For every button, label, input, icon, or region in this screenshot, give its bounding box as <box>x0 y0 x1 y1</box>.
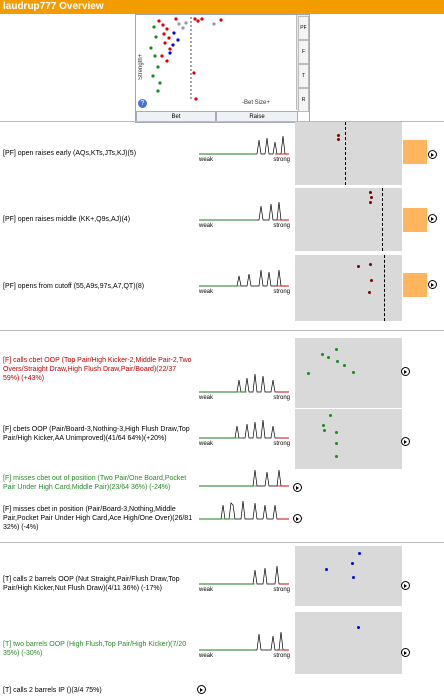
strength-sparkline <box>197 560 292 592</box>
divider <box>0 330 444 331</box>
overview-side-tabs <box>296 15 309 110</box>
plot-dot <box>322 424 325 427</box>
highlight-box <box>403 273 427 297</box>
strong-label: strong <box>273 653 290 659</box>
overview-y-label: Strength+ <box>138 53 144 81</box>
plot-dot <box>358 552 361 555</box>
side-tab-t[interactable]: T <box>298 64 309 88</box>
row-label: [F] misses cbet out of position (Two Pair/One Board,Pocket Pair Under High Card,Middle Pair)(23/64 36%) (-24%) <box>3 475 187 491</box>
row-label: [F] misses cbet in position (Pair/Board-3,Nothing,Middle Pair,Pocket Pair Under High Card,Ace High/One Over)(26/81 32%) (-4%) <box>3 506 193 531</box>
plot-dot <box>370 279 373 282</box>
play-icon[interactable] <box>401 581 410 590</box>
plot-dot <box>323 429 326 432</box>
row-label: [T] calls 2 barrels IP ()(3/4 75%) <box>3 687 102 694</box>
strength-sparkline <box>197 196 292 228</box>
weak-label: weak <box>199 157 214 163</box>
strength-sparkline <box>197 414 292 446</box>
divider <box>0 542 444 543</box>
raise-button[interactable]: Raise <box>216 111 298 123</box>
row-label: [F] calls cbet OOP (Top Pair/High Kicker-2,Middle Pair-2,Two Overs/Straight Draw,High Flush Draw,Pair/Board)(22/37 59%) (+43%) <box>3 357 192 382</box>
plot-dot <box>336 360 339 363</box>
window-title: laudrup777 Overview <box>3 1 104 12</box>
play-icon[interactable] <box>293 514 302 523</box>
row-label: [F] cbets OOP (Pair/Board-3,Nothing-3,High Flush Draw,Top Pair/High Kicker,AA Unimproved)(41/64 64%)(+20%) <box>3 426 190 442</box>
overview-panel <box>135 14 310 123</box>
play-icon[interactable] <box>428 150 437 159</box>
plot-dot <box>335 455 338 458</box>
weak-label: weak <box>199 587 214 593</box>
plot-dot <box>307 372 310 375</box>
highlight-box <box>403 208 427 232</box>
bet-size-plot <box>295 188 402 251</box>
plot-dot <box>337 134 340 137</box>
strength-sparkline <box>197 626 292 658</box>
strong-label: strong <box>273 157 290 163</box>
plot-dot <box>335 348 338 351</box>
strong-label: strong <box>273 441 290 447</box>
strong-label: strong <box>273 223 290 229</box>
plot-dot <box>351 562 354 565</box>
help-icon[interactable]: ? <box>138 99 147 108</box>
plot-dot <box>337 138 340 141</box>
strong-label: strong <box>273 587 290 593</box>
play-icon[interactable] <box>428 214 437 223</box>
plot-dot <box>369 263 372 266</box>
play-icon[interactable] <box>428 280 437 289</box>
side-tab-f[interactable]: F <box>298 40 309 64</box>
row-label: [T] two barrels OOP (High Flush,Top Pair/High Kicker)(7/20 35%) (-30%) <box>3 641 187 657</box>
weak-label: weak <box>199 653 214 659</box>
plot-dot <box>369 191 372 194</box>
side-tab-pf[interactable]: PF <box>298 16 309 40</box>
bet-size-plot <box>295 546 402 606</box>
bet-size-plot <box>295 409 402 469</box>
plot-dot <box>368 291 371 294</box>
bet-size-plot <box>295 612 402 674</box>
row-label: [PF] opens from cutoff (55,A9s,97s,A7,QT)(8) <box>3 283 145 290</box>
weak-label: weak <box>199 441 214 447</box>
strength-sparkline <box>197 462 292 494</box>
side-tab-r[interactable]: R <box>298 88 309 112</box>
plot-dot <box>327 356 330 359</box>
bet-size-plot <box>295 338 402 408</box>
plot-dot <box>325 568 328 571</box>
title-bar <box>0 0 444 14</box>
plot-dot <box>352 576 355 579</box>
play-icon[interactable] <box>401 648 410 657</box>
plot-dot <box>357 626 360 629</box>
weak-label: weak <box>199 289 214 295</box>
plot-dot <box>335 431 338 434</box>
row-label: [PF] open raises early (AQs,KTs,JTs,KJ)(5) <box>3 150 137 157</box>
bet-size-plot <box>295 255 402 321</box>
row-label: [T] calls 2 barrels OOP (Nut Straight,Pair/Flush Draw,Top Pair/High Kicker,Nut Flush Draw)(4/11 36%) (-17%) <box>3 576 180 592</box>
strong-label: strong <box>273 289 290 295</box>
plot-dot <box>357 265 360 268</box>
plot-dot <box>369 201 372 204</box>
plot-dot <box>352 371 355 374</box>
strength-sparkline <box>197 368 292 400</box>
plot-dot <box>329 414 332 417</box>
play-icon[interactable] <box>401 367 410 376</box>
strength-sparkline <box>197 130 292 162</box>
plot-dot <box>370 196 373 199</box>
plot-dot <box>343 364 346 367</box>
strength-sparkline <box>197 495 292 527</box>
play-icon[interactable] <box>197 685 206 694</box>
strength-sparkline <box>197 262 292 294</box>
bet-size-plot <box>295 122 402 185</box>
weak-label: weak <box>199 395 214 401</box>
overview-x-label: -Bet Size+ <box>242 100 270 106</box>
highlight-box <box>403 140 427 164</box>
play-icon[interactable] <box>293 483 302 492</box>
plot-dot <box>335 442 338 445</box>
weak-label: weak <box>199 223 214 229</box>
plot-dot <box>321 353 324 356</box>
strong-label: strong <box>273 395 290 401</box>
play-icon[interactable] <box>401 437 410 446</box>
row-label: [PF] open raises middle (KK+,Q9s,AJ)(4) <box>3 216 131 223</box>
bet-button[interactable]: Bet <box>136 111 216 123</box>
overview-scatter <box>136 15 296 110</box>
